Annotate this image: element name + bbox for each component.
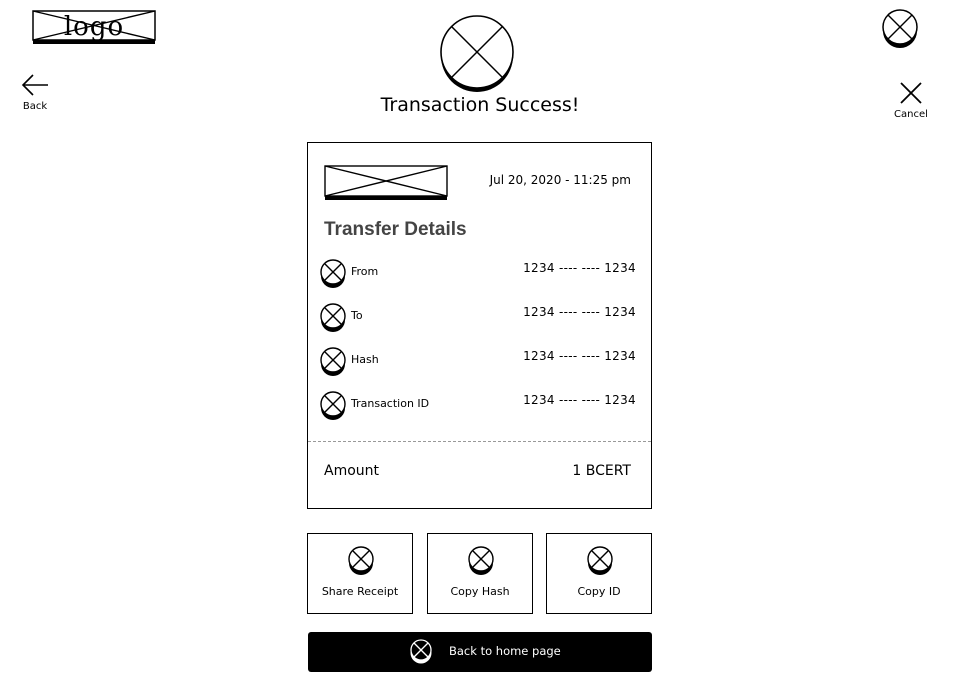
amount-label: Amount: [324, 463, 380, 479]
detail-label: From: [351, 265, 379, 278]
copy-id-button[interactable]: [546, 533, 652, 614]
transaction-date: Jul 20, 2020 - 11:25 pm: [489, 173, 631, 187]
back-to-home-button[interactable]: [308, 632, 652, 672]
amount-value: 1 BCERT: [572, 463, 631, 479]
to-icon: [320, 303, 346, 333]
detail-row-hash: [320, 343, 636, 377]
detail-value: 1234 ---- ---- 1234: [523, 393, 636, 407]
copy-hash-button[interactable]: [427, 533, 533, 614]
detail-value: 1234 ---- ---- 1234: [523, 305, 636, 319]
detail-row-transaction-id: [320, 387, 636, 421]
cancel-button[interactable]: [890, 80, 932, 120]
back-button[interactable]: [18, 72, 52, 112]
success-icon: [438, 14, 516, 94]
receipt-image-placeholder: [324, 165, 448, 201]
detail-row-to: [320, 299, 636, 333]
cancel-label: Cancel: [894, 109, 928, 120]
detail-label: Transaction ID: [351, 397, 430, 410]
arrow-left-icon: [20, 72, 50, 98]
detail-row-from: [320, 255, 636, 289]
copy-id-label: Copy ID: [577, 585, 621, 598]
copy-hash-icon: [468, 546, 494, 576]
copy-hash-label: Copy Hash: [450, 585, 510, 598]
receipt-card: [307, 142, 652, 509]
profile-icon[interactable]: [880, 8, 920, 50]
logo: [32, 10, 156, 45]
close-icon: [898, 80, 924, 106]
detail-value: 1234 ---- ---- 1234: [523, 349, 636, 363]
share-receipt-label: Share Receipt: [321, 585, 399, 598]
detail-label: Hash: [351, 353, 379, 366]
copy-id-icon: [587, 546, 613, 576]
transfer-details-title: Transfer Details: [324, 219, 467, 240]
logo-text: logo: [63, 12, 125, 42]
share-icon: [348, 546, 374, 576]
detail-label: To: [351, 309, 363, 322]
from-icon: [320, 259, 346, 289]
back-to-home-label: Back to home page: [449, 644, 561, 658]
share-receipt-button[interactable]: [307, 533, 413, 614]
transaction-id-icon: [320, 391, 346, 421]
receipt-divider: [308, 441, 651, 442]
hash-icon: [320, 347, 346, 377]
home-icon: [409, 639, 433, 665]
detail-value: 1234 ---- ---- 1234: [523, 261, 636, 275]
page-title: Transaction Success!: [380, 94, 580, 116]
back-label: Back: [22, 101, 48, 112]
